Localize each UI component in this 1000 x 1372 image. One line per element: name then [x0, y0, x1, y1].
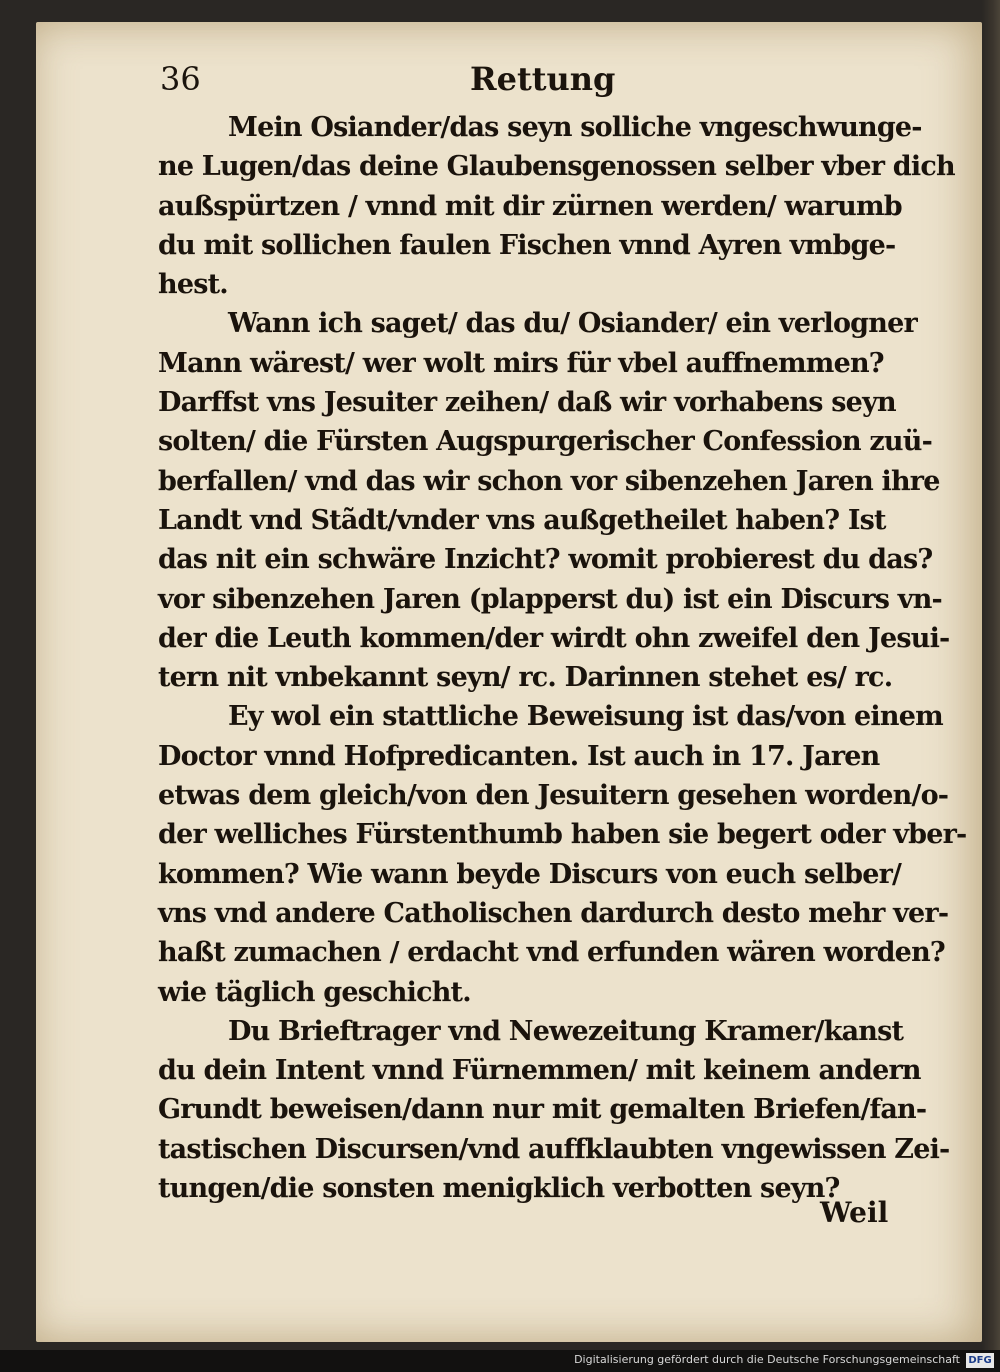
text-line: Darffst vns Jesuiter zeihen/ daß wir vorhabens seyn — [158, 387, 896, 419]
adjacent-page-edge — [982, 0, 1000, 1350]
text-line: tern nit vnbekannt seyn/ rc. Darinnen stehet es/ rc. — [158, 662, 893, 694]
catchword: Weil — [820, 1196, 889, 1229]
text-line: du dein Intent vnnd Fürnemmen/ mit keinem andern — [158, 1055, 921, 1087]
text-line: etwas dem gleich/von den Jesuitern gesehen worden/o- — [158, 780, 949, 812]
text-line: der die Leuth kommen/der wirdt ohn zweifel den Jesui- — [158, 622, 950, 654]
text-line: ne Lugen/das deine Glaubensgenossen selber vber dich — [158, 151, 955, 183]
text-line: der welliches Fürstenthumb haben sie begert oder vber- — [158, 819, 967, 851]
text-line: berfallen/ vnd das wir schon vor sibenzehen Jaren ihre — [158, 465, 940, 497]
running-head: Rettung — [470, 60, 616, 98]
text-line: hest. — [158, 269, 228, 301]
text-line: wie täglich geschicht. — [158, 976, 471, 1008]
text-line: Mein Osiander/das seyn solliche vngeschwunge- — [228, 112, 922, 143]
text-line: Landt vnd Stãdt/vnder vns außgetheilet haben? Ist — [158, 504, 886, 536]
page-number: 36 — [160, 60, 201, 98]
text-line: tastischen Discursen/vnd auffklaubten vngewissen Zei- — [158, 1133, 950, 1165]
text-line: Mann wärest/ wer wolt mirs für vbel auffnemmen? — [158, 347, 884, 379]
text-line: solten/ die Fürsten Augspurgerischer Confession zuü- — [158, 426, 932, 458]
text-line: Wann ich saget/ das du/ Osiander/ ein verlogner — [228, 308, 917, 340]
text-line: vns vnd andere Catholischen dardurch desto mehr ver- — [158, 897, 949, 929]
body-text — [158, 108, 967, 1208]
text-line: haßt zumachen / erdacht vnd erfunden wären worden? — [158, 937, 945, 969]
text-line: vor sibenzehen Jaren (plapperst du) ist ein Discurs vn- — [158, 583, 942, 615]
text-line: Grundt beweisen/dann nur mit gemalten Briefen/fan- — [158, 1094, 927, 1126]
text-line: du mit sollichen faulen Fischen vnnd Ayren vmbge- — [158, 229, 896, 261]
digitization-footer — [0, 1350, 1000, 1372]
text-line: Du Brieftrager vnd Newezeitung Kramer/kanst — [228, 1015, 904, 1047]
text-line: Ey wol ein stattliche Beweisung ist das/von einem — [228, 701, 943, 733]
dfg-logo-icon: DFG — [966, 1353, 994, 1368]
page-header — [160, 60, 860, 110]
text-line: tungen/die sonsten menigklich verbotten seyn? — [158, 1173, 840, 1205]
text-line: kommen? Wie wann beyde Discurs von euch selber/ — [158, 858, 902, 890]
funding-credit: Digitalisierung gefördert durch die Deutsche Forschungsgemeinschaft — [574, 1353, 960, 1366]
text-line: das nit ein schwäre Inzicht? womit probierest du das? — [158, 544, 933, 576]
text-line: Doctor vnnd Hofpredicanten. Ist auch in 17. Jaren — [158, 740, 880, 772]
text-line: außspürtzen / vnnd mit dir zürnen werden/ warumb — [158, 190, 902, 222]
